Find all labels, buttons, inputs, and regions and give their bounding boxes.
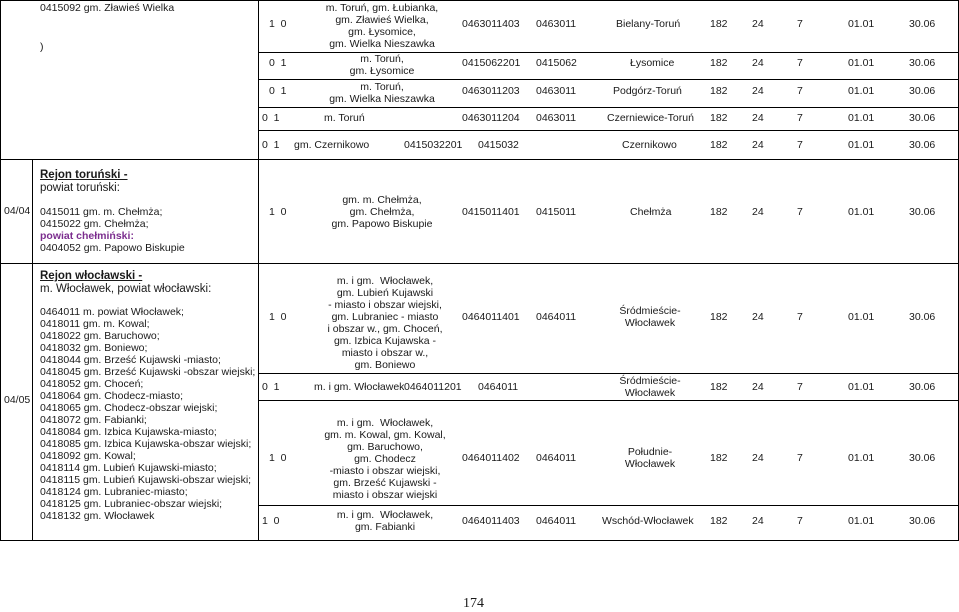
rule-wl-row-0 <box>258 373 959 374</box>
name-cell: Czerniewice-Toruń <box>607 112 694 124</box>
date-from-cell: 01.01 <box>848 18 875 30</box>
n3-cell: 7 <box>797 206 803 218</box>
code1-cell: 0415032201 <box>404 139 463 151</box>
n1-cell: 182 <box>710 381 728 393</box>
code1-cell: 0463011204 <box>462 112 520 124</box>
code1-cell: 0415011401 <box>462 206 520 218</box>
gmina-list: 0404052 gm. Papowo Biskupie <box>40 242 185 254</box>
rule-section-1 <box>0 159 959 160</box>
date-to-cell: 30.06 <box>909 311 936 323</box>
n3-cell: 7 <box>797 85 803 97</box>
name-cell: Południe- Włocławek <box>624 446 676 470</box>
mark-cell: 1 0 <box>269 18 287 30</box>
rule-row-1 <box>258 79 959 80</box>
code1-cell: 0464011403 <box>462 515 520 527</box>
code2-cell: 0463011 <box>536 18 577 30</box>
date-from-cell: 01.01 <box>848 139 875 151</box>
code2-cell: 0415032 <box>478 139 519 151</box>
rule-id-col <box>32 159 33 541</box>
rule-desc-col <box>258 0 259 541</box>
name-cell: Śródmieście- Włocławek <box>619 375 681 399</box>
place-cell: m. i gm. Włocławek <box>314 381 405 393</box>
date-from-cell: 01.01 <box>848 452 875 464</box>
code1-cell: 0463011403 <box>462 18 520 30</box>
n2-cell: 24 <box>752 57 764 69</box>
code1-cell: 0464011401 <box>462 311 520 323</box>
date-from-cell: 01.01 <box>848 515 875 527</box>
mark-cell: 1 0 <box>262 515 280 527</box>
section-id: 04/05 <box>4 394 31 406</box>
n1-cell: 182 <box>710 452 728 464</box>
code2-cell: 0464011 <box>536 515 577 527</box>
mark-cell: 1 0 <box>269 311 287 323</box>
rule-wl-row-2 <box>258 505 959 506</box>
rule-left <box>0 0 1 541</box>
mark-cell: 1 0 <box>269 452 287 464</box>
section-heading: Rejon włocławski - <box>40 270 143 282</box>
mark-cell: 0 1 <box>262 381 280 393</box>
n3-cell: 7 <box>797 311 803 323</box>
date-from-cell: 01.01 <box>848 381 875 393</box>
code1-cell: 0464011201 <box>404 381 462 393</box>
name-cell: Podgórz-Toruń <box>613 85 682 97</box>
section-heading: Rejon toruński - <box>40 169 128 181</box>
n1-cell: 182 <box>710 206 728 218</box>
place-cell: m. i gm. Włocławek, gm. m. Kowal, gm. Kowal, gm. Baruchowo, gm. Chodecz -miasto i obszar wiejski, gm. Brześć Kujawski - miasto i obszar wiejski <box>324 417 446 501</box>
gmina-list: 0464011 m. powiat Włocławek; 0418011 gm. m. Kowal; 0418022 gm. Baruchowo; 0418032 gm. Boniewo; 0418044 gm. Brześć Kujawski -miasto; 0418045 gm. Brześć Kujawski -obszar wiejski; 0418052 gm. Choceń; 0418064 gm. Chodecz-miasto; 0418065 gm. Chodecz-obszar wiejski; 0418072 gm. Fabianki; 0418084 gm. Izbica Kujawska-miasto; 0418085 gm. Izbica Kujawska-obszar wiejski; 0418092 gm. Kowal; 0418114 gm. Lubień Kujawski-miasto; 0418115 gm. Lubień Kujawski-obszar wiejski; 0418124 gm. Lubraniec-miasto; 0418125 gm. Lubraniec-obszar wiejski; 0418132 gm. Włocławek <box>40 306 256 522</box>
place-cell: gm. m. Chełmża, gm. Chełmża, gm. Papowo Biskupie <box>331 194 433 230</box>
date-to-cell: 30.06 <box>909 139 936 151</box>
page-number: 174 <box>463 596 484 611</box>
date-from-cell: 01.01 <box>848 311 875 323</box>
place-cell: gm. Czernikowo <box>294 139 370 151</box>
n2-cell: 24 <box>752 206 764 218</box>
powiat-label: powiat chełmiński: <box>40 230 134 242</box>
top-left-paren: ) <box>40 41 44 53</box>
code2-cell: 0464011 <box>536 452 577 464</box>
n3-cell: 7 <box>797 57 803 69</box>
date-from-cell: 01.01 <box>848 57 875 69</box>
n2-cell: 24 <box>752 18 764 30</box>
n1-cell: 182 <box>710 311 728 323</box>
rule-top <box>0 0 959 1</box>
date-to-cell: 30.06 <box>909 112 936 124</box>
date-to-cell: 30.06 <box>909 206 936 218</box>
n2-cell: 24 <box>752 452 764 464</box>
mark-cell: 0 1 <box>262 112 280 124</box>
n3-cell: 7 <box>797 18 803 30</box>
mark-cell: 1 0 <box>269 206 287 218</box>
place-cell: m. Toruń <box>324 112 365 124</box>
name-cell: Czernikowo <box>622 139 677 151</box>
name-cell: Wschód-Włocławek <box>602 515 694 527</box>
place-cell: m. i gm. Włocławek, gm. Lubień Kujawski - miasto i obszar wiejski, gm. Lubraniec - miasto i obszar w., gm. Choceń, gm. Izbica Kujawska - miasto i obszar w., gm. Boniewo <box>327 275 443 371</box>
n2-cell: 24 <box>752 112 764 124</box>
name-cell: Śródmieście- Włocławek <box>619 305 681 329</box>
date-from-cell: 01.01 <box>848 112 875 124</box>
code1-cell: 0463011203 <box>462 85 520 97</box>
name-cell: Chełmża <box>630 206 672 218</box>
code2-cell: 0464011 <box>536 311 577 323</box>
place-cell: m. Toruń, gm. Łysomice <box>349 53 415 77</box>
place-cell: m. Toruń, gm. Łubianka, gm. Zławieś Wielka, gm. Łysomice, gm. Wielka Nieszawka <box>325 2 439 50</box>
date-to-cell: 30.06 <box>909 18 936 30</box>
n3-cell: 7 <box>797 112 803 124</box>
date-to-cell: 30.06 <box>909 85 936 97</box>
code2-cell: 0463011 <box>536 112 577 124</box>
n1-cell: 182 <box>710 85 728 97</box>
place-cell: m. Toruń, gm. Wielka Nieszawka <box>329 81 435 105</box>
code2-cell: 0415011 <box>536 206 577 218</box>
name-cell: Bielany-Toruń <box>616 18 681 30</box>
date-to-cell: 30.06 <box>909 452 936 464</box>
n1-cell: 182 <box>710 112 728 124</box>
section-subheading: powiat toruński: <box>40 182 120 194</box>
place-cell: m. i gm. Włocławek, gm. Fabianki <box>336 509 434 533</box>
n2-cell: 24 <box>752 139 764 151</box>
section-subheading: m. Włocławek, powiat włocławski: <box>40 283 212 295</box>
n2-cell: 24 <box>752 381 764 393</box>
n1-cell: 182 <box>710 57 728 69</box>
section-id: 04/04 <box>4 205 31 217</box>
top-left-text: 0415092 gm. Zławieś Wielka <box>40 2 175 14</box>
rule-wl-row-1 <box>258 400 959 401</box>
n3-cell: 7 <box>797 452 803 464</box>
n2-cell: 24 <box>752 515 764 527</box>
code1-cell: 0464011402 <box>462 452 520 464</box>
rule-row-3 <box>258 130 959 131</box>
n2-cell: 24 <box>752 85 764 97</box>
mark-cell: 0 1 <box>269 85 287 97</box>
n3-cell: 7 <box>797 515 803 527</box>
code2-cell: 0415062 <box>536 57 577 69</box>
date-to-cell: 30.06 <box>909 515 936 527</box>
n3-cell: 7 <box>797 381 803 393</box>
code1-cell: 0415062201 <box>462 57 521 69</box>
date-to-cell: 30.06 <box>909 57 936 69</box>
n1-cell: 182 <box>710 515 728 527</box>
mark-cell: 0 1 <box>269 57 287 69</box>
date-to-cell: 30.06 <box>909 381 936 393</box>
n2-cell: 24 <box>752 311 764 323</box>
code2-cell: 0463011 <box>536 85 577 97</box>
date-from-cell: 01.01 <box>848 85 875 97</box>
name-cell: Łysomice <box>630 57 675 69</box>
rule-section-2 <box>0 263 959 264</box>
n3-cell: 7 <box>797 139 803 151</box>
n1-cell: 182 <box>710 139 728 151</box>
n1-cell: 182 <box>710 18 728 30</box>
rule-bottom <box>0 540 959 541</box>
gmina-list: 0415011 gm. m. Chełmża; 0415022 gm. Chełmża; <box>40 206 163 230</box>
date-from-cell: 01.01 <box>848 206 875 218</box>
rule-row-2 <box>258 107 959 108</box>
code2-cell: 0464011 <box>478 381 519 393</box>
mark-cell: 0 1 <box>262 139 280 151</box>
